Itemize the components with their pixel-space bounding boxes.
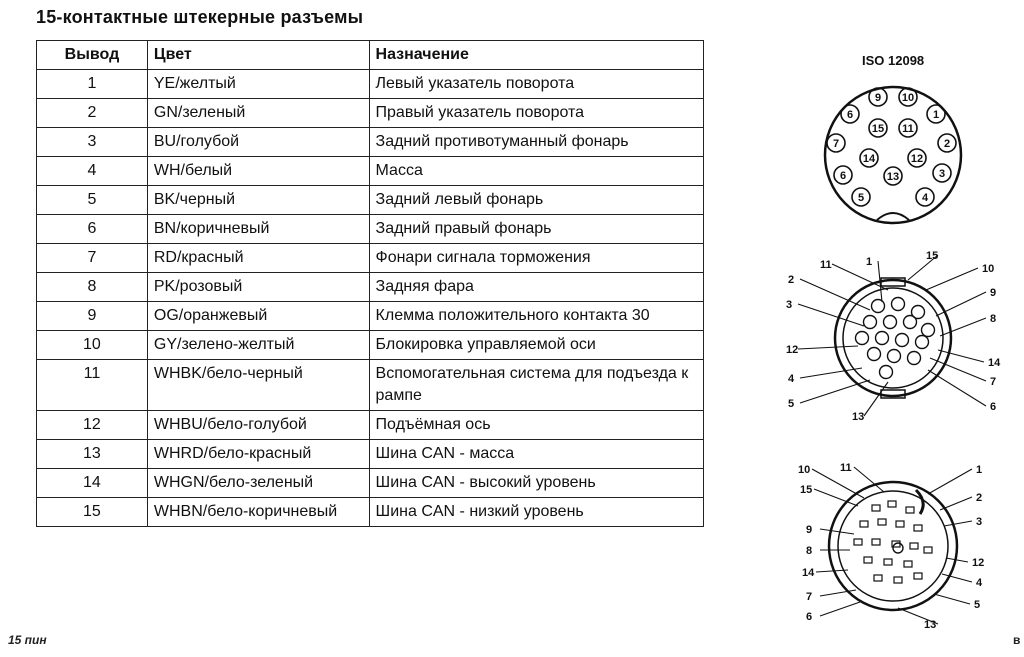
socket [888,350,901,363]
socket [856,332,869,345]
socket-label: 14 [988,357,1001,369]
table-row [37,273,704,302]
pin-number: 3 [938,168,946,180]
leader-line [940,318,986,336]
table-row [37,186,704,215]
purpose-cell: Шина CAN - высокий уровень [369,469,703,498]
pin-cell: 12 [37,411,148,440]
socket-label: 8 [990,313,997,325]
page-title: 15-контактные штекерные разъемы [36,7,364,27]
purpose-cell: Шина CAN - низкий уровень [369,498,703,527]
contact [888,501,896,507]
leader-line [864,382,888,416]
color-cell: WHBU/бело-голубой [147,411,369,440]
color-cell: WHBK/бело-черный [147,360,369,411]
purpose-cell: Подъёмная ось [369,411,703,440]
iso-connector-diagram [815,48,985,233]
pin-cell: 6 [37,215,148,244]
contact [896,521,904,527]
table-row [37,99,704,128]
socket [876,332,889,345]
contact-label: 4 [976,577,983,589]
color-cell: BK/черный [147,186,369,215]
contact-label: 6 [806,611,813,623]
contact [860,521,868,527]
contact [904,561,912,567]
header-purpose: Назначение [369,41,703,70]
pin-number: 6 [846,109,854,121]
socket [868,348,881,361]
pin-cell: 7 [37,244,148,273]
contact-label: 15 [800,484,813,496]
contact [872,505,880,511]
socket [892,298,905,311]
table-row [37,215,704,244]
iso-label: ISO 12098 [862,53,925,68]
pin-number: 15 [871,123,885,135]
header-pin: Вывод [37,41,148,70]
pin-cell: 1 [37,70,148,99]
table-row [37,440,704,469]
color-cell: WH/белый [147,157,369,186]
leader-line [930,358,986,381]
contact [924,547,932,553]
table-row [37,498,704,527]
connector-side-diagram [778,250,1008,435]
pin-cell: 11 [37,360,148,411]
contact-label: 7 [806,591,813,603]
socket-label: 4 [788,373,795,385]
socket-label: 1 [866,256,873,268]
contact-label: 8 [806,545,813,557]
table-row [37,128,704,157]
table-row [37,302,704,331]
socket [922,324,935,337]
pin-cell: 5 [37,186,148,215]
table-header-row [37,41,704,70]
leader-line [800,368,862,378]
socket [884,316,897,329]
pin-cell: 13 [37,440,148,469]
table-row [37,411,704,440]
pin-number: 6 [839,170,847,182]
corner-mark: в [1013,633,1021,647]
pin-number: 12 [910,153,924,165]
socket [916,336,929,349]
purpose-cell: Левый указатель поворота [369,70,703,99]
contact [878,519,886,525]
leader-line [940,497,972,510]
leader-line [926,268,978,290]
purpose-cell: Задний правый фонарь [369,215,703,244]
contact-label: 1 [976,464,983,476]
purpose-cell: Клемма положительного контакта 30 [369,302,703,331]
contact [906,507,914,513]
header-color: Цвет [147,41,369,70]
contact-label: 13 [924,619,937,631]
purpose-cell: Шина CAN - масса [369,440,703,469]
purpose-cell: Масса [369,157,703,186]
contact-label: 10 [798,464,811,476]
leader-line [812,469,864,498]
contact [914,573,922,579]
pin-number: 7 [832,138,840,150]
pin-number: 10 [901,92,915,104]
contact [914,525,922,531]
pin-cell: 2 [37,99,148,128]
socket-label: 9 [990,287,997,299]
purpose-cell: Задний левый фонарь [369,186,703,215]
table-body [37,70,704,527]
contact [864,557,872,563]
table-row [37,244,704,273]
socket-label: 6 [990,401,997,413]
leader-line [800,279,870,310]
pin-number: 14 [862,153,876,165]
socket-label: 13 [852,411,865,423]
leader-line [800,380,870,403]
leader-line [820,602,860,616]
pin-number: 5 [857,192,865,204]
leader-line [798,346,858,349]
color-cell: OG/оранжевый [147,302,369,331]
connector-contact-diagram [778,458,1008,643]
color-cell: GN/зеленый [147,99,369,128]
purpose-cell: Блокировка управляемой оси [369,331,703,360]
color-cell: PK/розовый [147,273,369,302]
contact [894,577,902,583]
pin-cell: 10 [37,331,148,360]
socket-label: 3 [786,299,793,311]
pin-cell: 3 [37,128,148,157]
pin-number: 1 [932,109,940,121]
table-row [37,70,704,99]
socket-label: 2 [788,274,795,286]
socket [880,366,893,379]
color-cell: RD/красный [147,244,369,273]
contact [854,539,862,545]
pin-cell: 4 [37,157,148,186]
pin-number: 13 [886,171,900,183]
contact-label: 3 [976,516,983,528]
socket [864,316,877,329]
contact-label: 12 [972,557,985,569]
color-cell: WHRD/бело-красный [147,440,369,469]
pin-cell: 15 [37,498,148,527]
pin-cell: 9 [37,302,148,331]
leader-line [934,594,970,604]
table-row [37,157,704,186]
leader-line [854,467,884,492]
pin-number: 9 [874,92,882,104]
color-cell: BN/коричневый [147,215,369,244]
socket-label: 10 [982,263,995,275]
purpose-cell: Правый указатель поворота [369,99,703,128]
table-row [37,469,704,498]
purpose-cell: Вспомогательная система для подъезда к рампе [369,360,703,411]
leader-line [938,350,984,362]
socket [904,316,917,329]
color-cell: GY/зелено-желтый [147,331,369,360]
purpose-cell: Задний противотуманный фонарь [369,128,703,157]
leader-line [928,469,972,494]
contact [872,539,880,545]
socket [872,300,885,313]
contact-label: 5 [974,599,981,611]
table-row [37,360,704,411]
leader-line [944,521,972,526]
pin-number: 4 [921,192,929,204]
pin-cell: 14 [37,469,148,498]
pin-cell: 8 [37,273,148,302]
contact-label: 9 [806,524,813,536]
color-cell: WHBN/бело-коричневый [147,498,369,527]
leader-line [936,292,986,316]
socket [908,352,921,365]
contact-label: 2 [976,492,983,504]
contact [884,559,892,565]
leader-line [820,529,854,534]
connector-outline [825,87,961,223]
socket-label: 12 [786,344,799,356]
purpose-cell: Фонари сигнала торможения [369,244,703,273]
pin-number: 11 [902,123,914,135]
leader-line [928,370,986,406]
socket-label: 15 [926,250,939,262]
color-cell: YE/желтый [147,70,369,99]
contact-label: 14 [802,567,815,579]
socket [896,334,909,347]
contact-label: 11 [840,462,852,474]
page-label: 15 пин [8,633,47,647]
socket-label: 5 [788,398,795,410]
purpose-cell: Задняя фара [369,273,703,302]
table-row [37,331,704,360]
pinout-table [36,40,704,527]
contact [874,575,882,581]
pin-number: 2 [943,138,951,150]
color-cell: WHGN/бело-зеленый [147,469,369,498]
socket-label: 11 [820,259,832,271]
socket-label: 7 [990,376,997,388]
color-cell: BU/голубой [147,128,369,157]
contact [910,543,918,549]
